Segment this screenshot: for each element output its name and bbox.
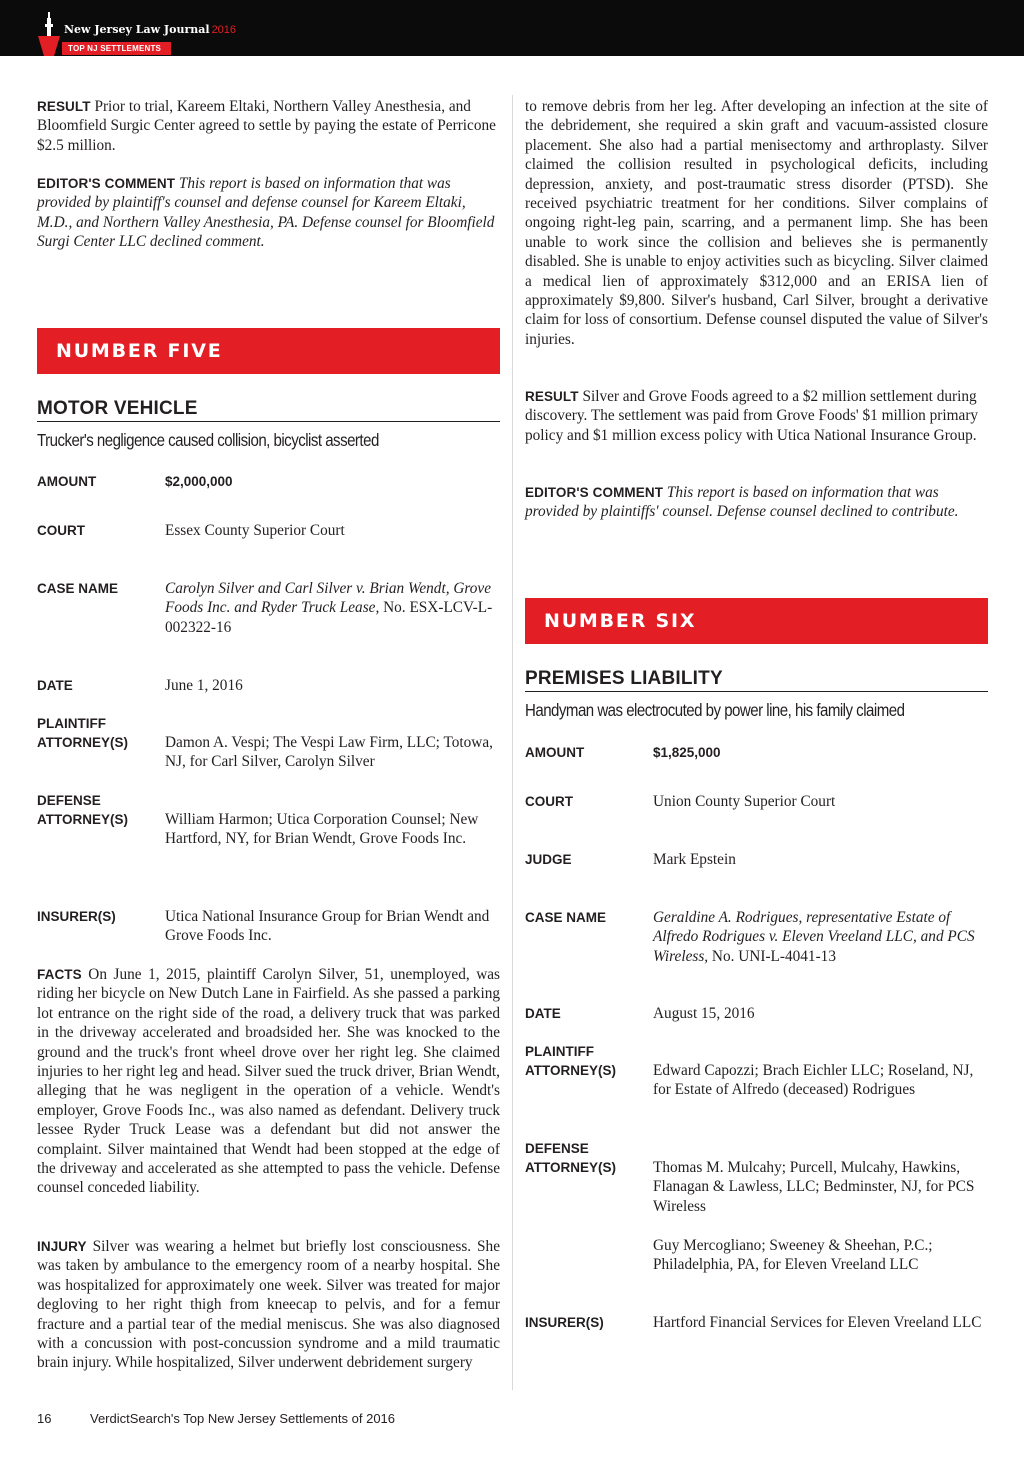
column-divider xyxy=(512,95,513,1390)
category-heading: MOTOR VEHICLE xyxy=(37,398,500,422)
masthead-year: 2016 xyxy=(211,24,237,36)
injury-continued-paragraph: to remove debris from her leg. After developing an infection at the site of the debridement, she required a skin graft and vacuum-assisted closure placement. She also had a partial menisectomy and arthroplasty. Silver claimed the collision resulted in psychological deficits, including depression, anxiety, and post-traumatic stress disorder (PTSD). She received psychiatric treatment for her conditions. Silver complains of ongoing right-leg pain, scarring, and a permanent limp. She has been unable to work since the collision and believes she is permanently disabled. She is unable to enjoy activities such as bicycling. Silver claimed a medical lien of approximately $312,000 and an ERISA lien of approximately $9,800. Silver's husband, Carl Silver, brought a derivative claim for loss of consortium. Defense counsel disputed the value of Silver's injuries. xyxy=(525,98,988,348)
left-editor-comment: EDITOR'S COMMENT This report is based on information that was provided by plaintiff's counsel and defense counsel for Kareem Eltaki, M.D., and Northern Valley Anesthesia, PA. Defense counsel for Bloomfield Surgi Center LLC declined comment. xyxy=(37,175,495,251)
case-subtitle: Trucker's negligence caused collision, bicyclist asserted xyxy=(37,430,379,450)
page-number: 16 xyxy=(37,1411,52,1426)
masthead-title: New Jersey Law Journal 2016 xyxy=(64,23,237,36)
number-five-banner: NUMBER FIVE xyxy=(37,328,500,374)
case-subtitle: Handyman was electrocuted by power line, his family claimed xyxy=(525,700,905,720)
left-result: RESULT Prior to trial, Kareem Eltaki, Northern Valley Anesthesia, and Bloomfield Surgic Center agreed to settle by paying the estate of Perricone $2.5 million. xyxy=(37,98,496,154)
right-result: RESULT Silver and Grove Foods agreed to a $2 million settlement during discovery. The settlement was paid from Grove Foods' $1 million primary policy and $1 million excess policy with Utica National Insurance Group. xyxy=(525,388,979,444)
masthead-ribbon: TOP NJ SETTLEMENTS xyxy=(62,42,171,55)
category-heading: PREMISES LIABILITY xyxy=(525,668,988,692)
footer-title: VerdictSearch's Top New Jersey Settlements of 2016 xyxy=(90,1411,396,1426)
facts-paragraph: FACTS On June 1, 2015, plaintiff Carolyn Silver, 51, unemployed, was riding her bicycle on New Dutch Lane in Fairfield. As she passed a parking lot entrance on the right side of the road, a delivery truck that was parked in the driveway accelerated and broadsided her. She was knocked to the ground and the truck's front wheel drove over her right leg. She claimed injuries to her right leg and head. Silver sued the truck driver, Brian Wendt, alleging that he was negligent in the operation of a vehicle. Wendt's employer, Grove Foods Inc., was also named as defendant. Delivery truck lessee Ryder Truck Lease was a defendant but did not answer the complaint. Silver maintained that Wendt had been stopped at the edge of the driveway and accelerated as she attempted to pass the vehicle. Defense counsel conceded liability. xyxy=(37,966,500,1197)
masthead-bar xyxy=(0,0,1024,56)
statue-of-liberty-logo-icon xyxy=(36,10,62,56)
number-six-banner: NUMBER SIX xyxy=(525,598,988,644)
injury-paragraph: INJURY Silver was wearing a helmet but briefly lost consciousness. She was taken by ambulance to the emergency room of a nearby hospital. She was hospitalized for approximately one week. Silver was treated for major degloving to her right thigh from kneecap to pelvis, and for a femur fracture and a partial tear of the medial meniscus. She was also diagnosed with a concussion with post-concussion syndrome and a mild traumatic brain injury. While hospitalized, Silver underwent debridement surgery xyxy=(37,1238,500,1372)
right-editor-comment: EDITOR'S COMMENT This report is based on information that was provided by plaintiffs' counsel. Defense counsel declined to contribute. xyxy=(525,484,959,521)
